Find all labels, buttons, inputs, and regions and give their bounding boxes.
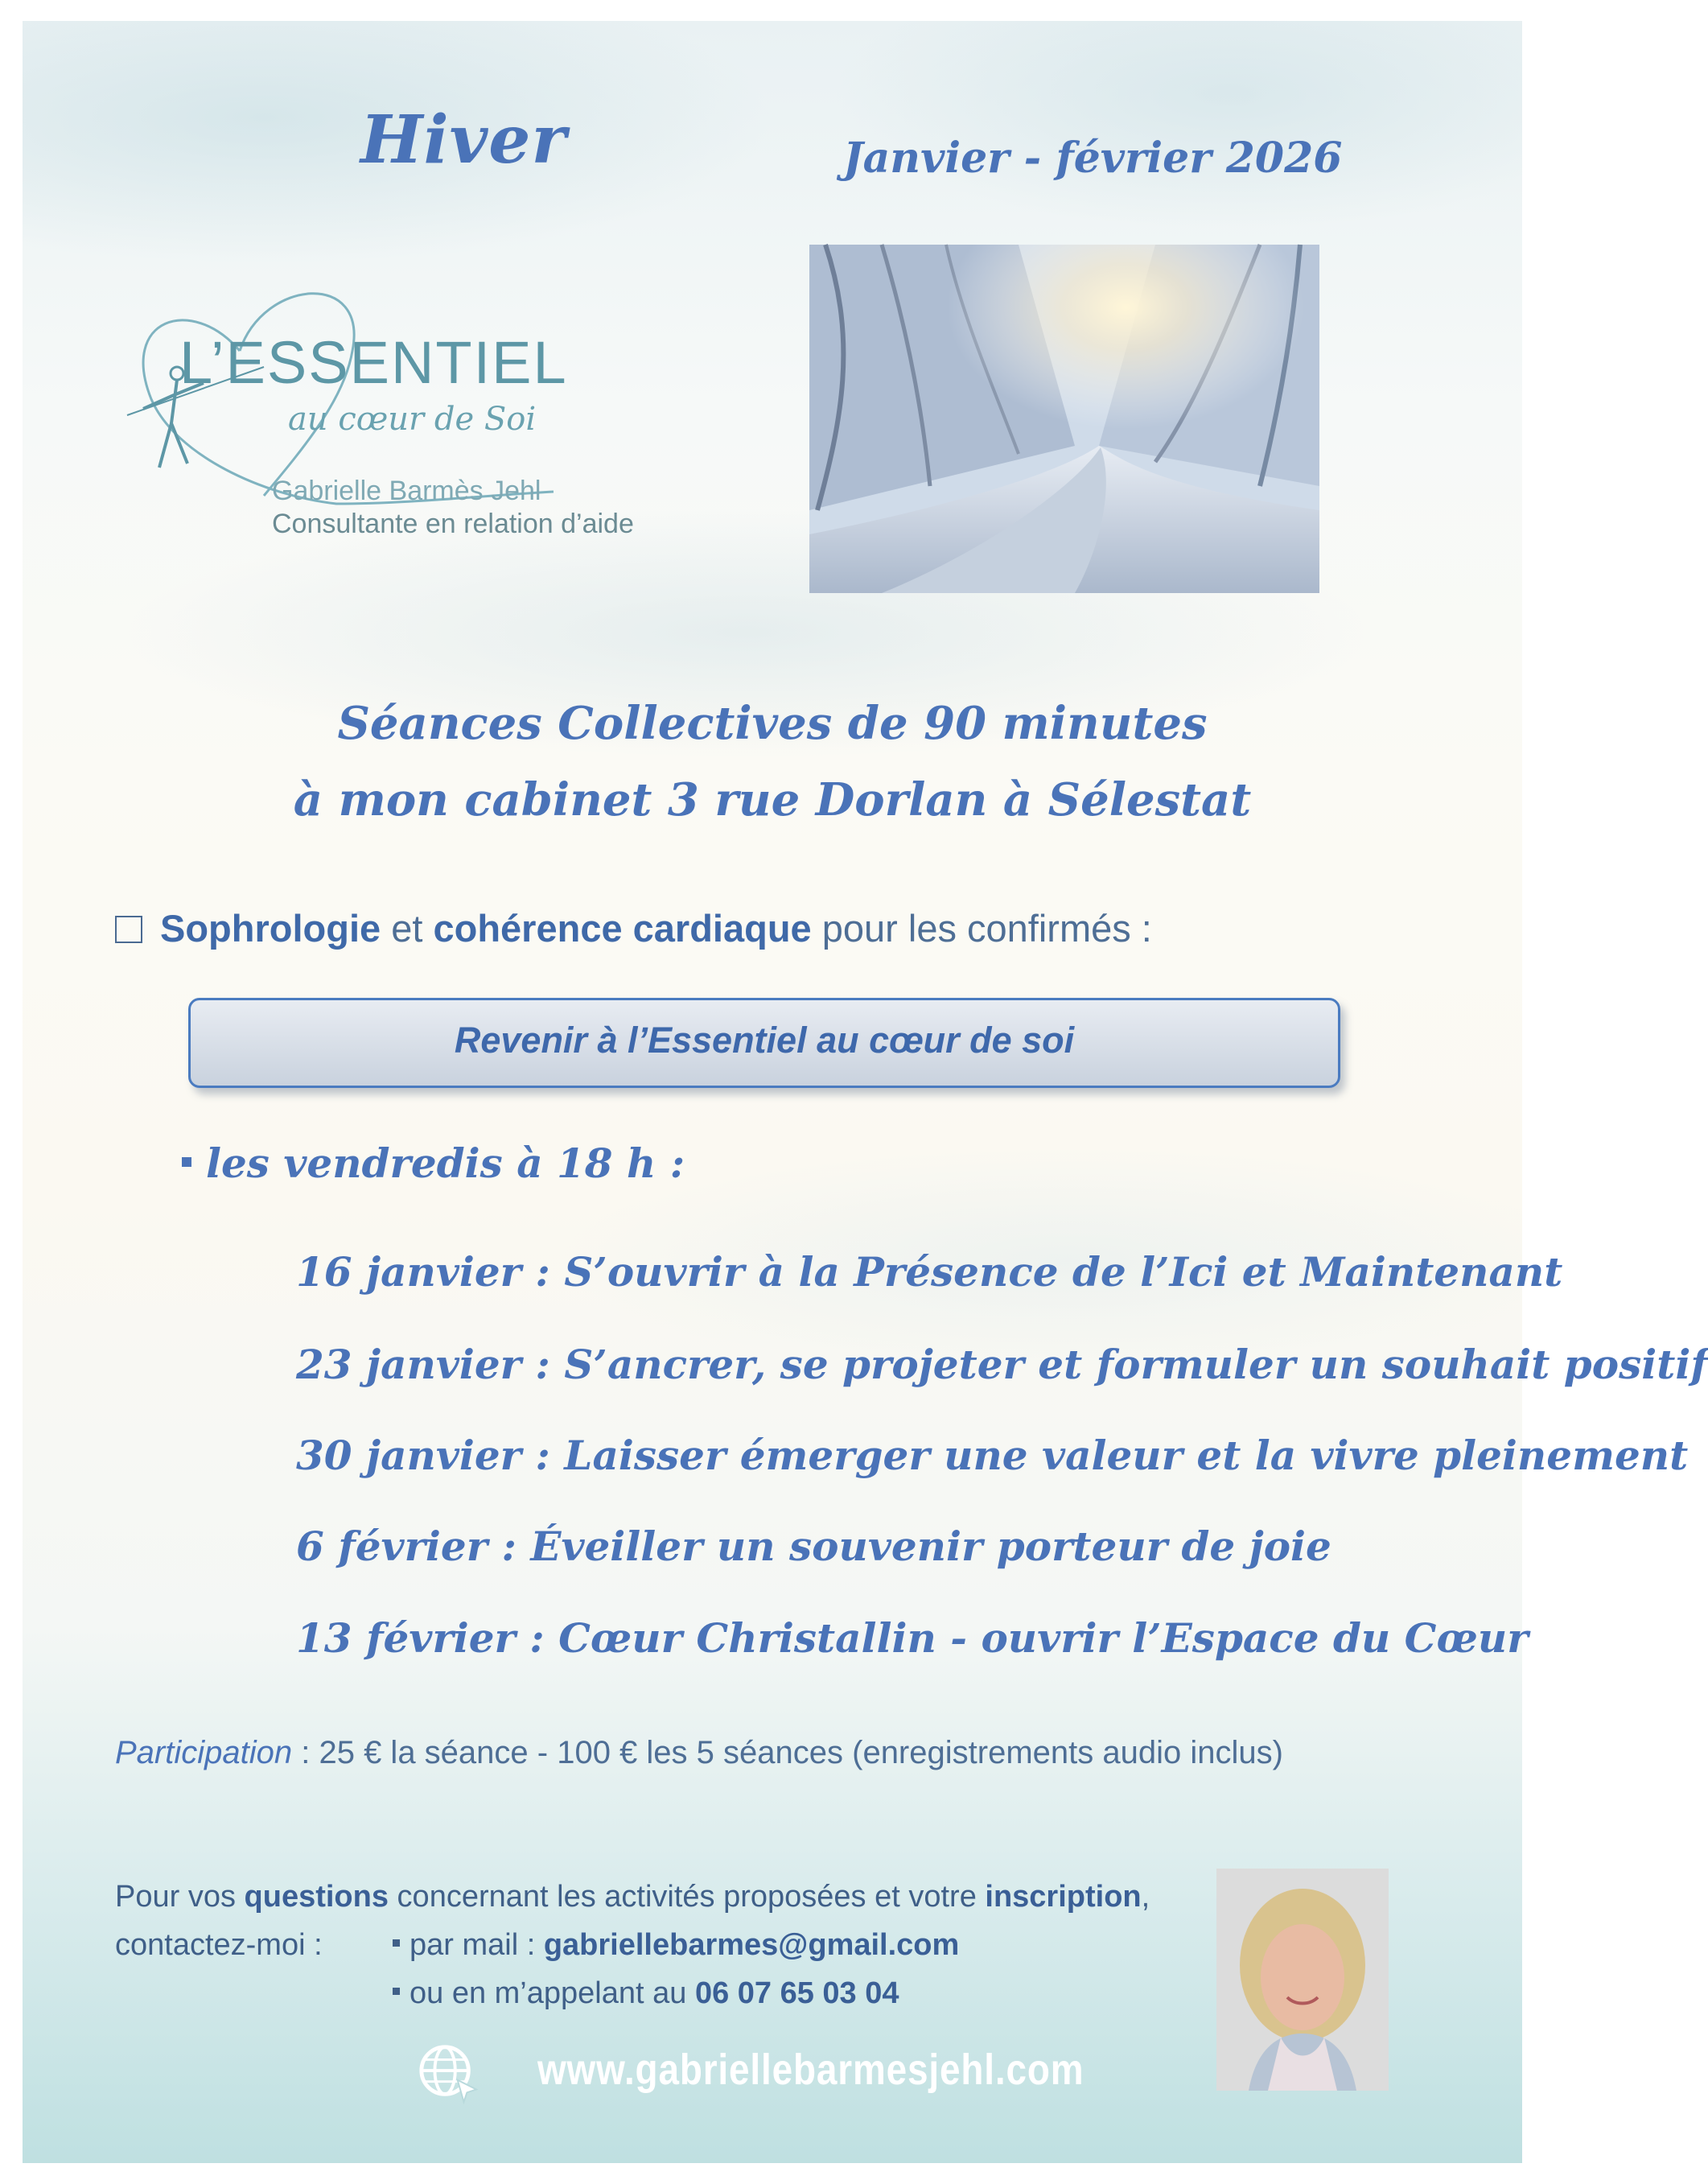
winter-forest-photo [809, 245, 1319, 593]
session-item: 6 février : Éveiller un souvenir porteur de joie [296, 1523, 1331, 1570]
logo-role: Consultante en relation d’aide [272, 509, 634, 539]
session-item: 30 janvier : Laisser émerger une valeur et la vivre pleinement [296, 1432, 1689, 1479]
contact-bold-questions: questions [244, 1880, 389, 1914]
participation-label: Participation [115, 1735, 293, 1770]
checkbox-icon [115, 916, 142, 943]
portrait-photo [1216, 1869, 1389, 2091]
program-banner: Revenir à l’Essentiel au cœur de soi [188, 998, 1340, 1088]
fridays-label: les vendredis à 18 h : [206, 1139, 685, 1187]
contact-phone-line [393, 1976, 899, 2011]
phone-number[interactable]: 06 07 65 03 04 [694, 1976, 899, 2010]
bullet-icon [182, 1157, 191, 1167]
session-item: 23 janvier : S’ancrer, se projeter et formuler un souhait positif [296, 1341, 1708, 1388]
contact-text: concernant les activités proposées et votre [389, 1880, 986, 1914]
contact-mail-line [393, 1928, 959, 1963]
logo-tagline: au cœur de Soi [288, 401, 537, 438]
bullet-icon [393, 1988, 400, 1995]
email-link[interactable]: gabriellebarmes@gmail.com [543, 1928, 960, 1962]
mail-label: par mail : [410, 1928, 544, 1962]
program-bold-1: Sophrologie [160, 907, 381, 950]
contact-bold-inscription: inscription [985, 1880, 1142, 1914]
globe-icon [417, 2041, 479, 2104]
contact-text: Pour vos [115, 1880, 245, 1914]
intro-line-1: Séances Collectives de 90 minutes [337, 697, 1208, 750]
intro-line-2: à mon cabinet 3 rue Dorlan à Sélestat [293, 773, 1252, 826]
website-link[interactable]: www.gabriellebarmesjehl.com [537, 2046, 1084, 2094]
fridays-heading [182, 1139, 685, 1187]
contact-text: , [1141, 1880, 1150, 1914]
logo-wordmark: L’ESSENTIEL [179, 329, 568, 396]
contact-me-label: contactez-moi : [115, 1928, 323, 1962]
bullet-icon [393, 1939, 400, 1947]
participation-text: : 25 € la séance - 100 € les 5 séances (enregistrements audio inclus) [292, 1735, 1283, 1770]
program-bold-2: cohérence cardiaque [433, 907, 812, 950]
participation-line [115, 1735, 1283, 1771]
season-dates: Janvier - février 2026 [843, 134, 1343, 183]
program-mid: et [381, 907, 434, 950]
contact-intro [115, 1880, 1150, 1914]
flyer-page [23, 21, 1708, 2163]
phone-label: ou en m’appelant au [410, 1976, 695, 2010]
program-rest: pour les confirmés : [811, 907, 1152, 950]
session-item: 16 janvier : S’ouvrir à la Présence de l’Ici et Maintenant [296, 1248, 1563, 1296]
program-heading [115, 906, 1152, 950]
season-title: Hiver [360, 101, 567, 179]
logo-name: Gabrielle Barmès Jehl [272, 476, 541, 506]
session-item: 13 février : Cœur Christallin - ouvrir l’Espace du Cœur [296, 1614, 1529, 1662]
